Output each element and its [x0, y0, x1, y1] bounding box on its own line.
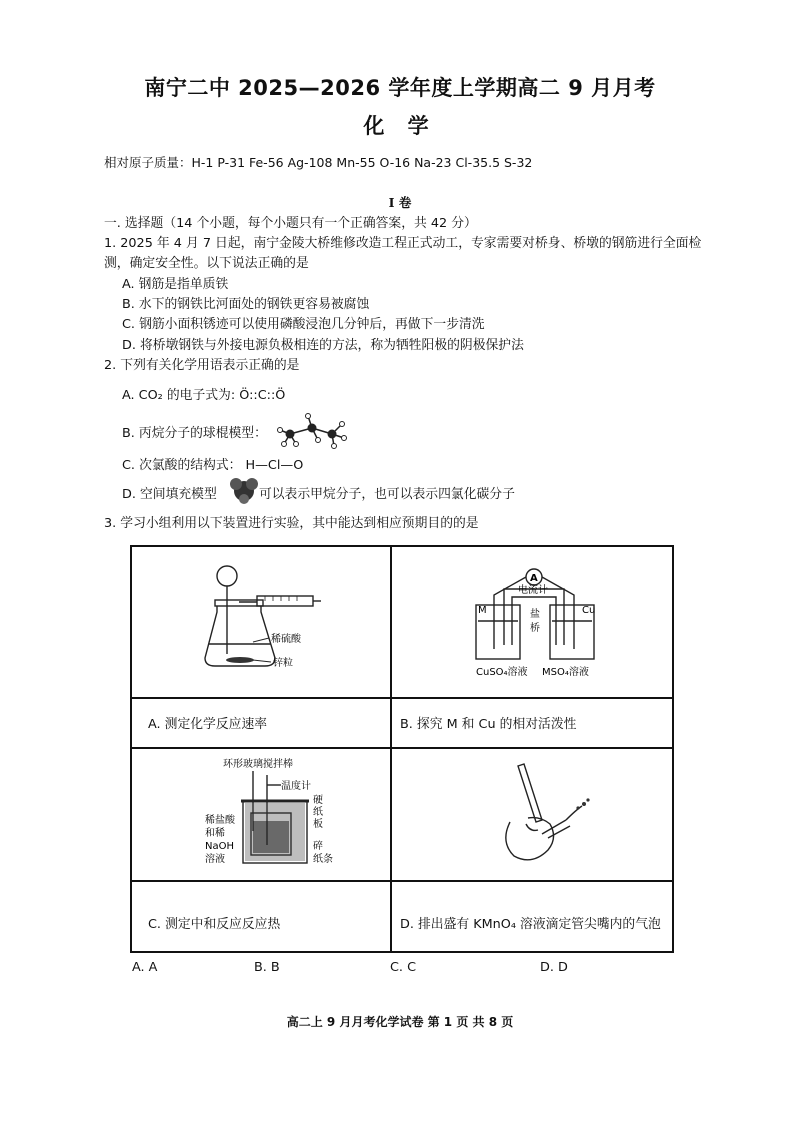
q1-option-d: D. 将桥墩钢铁与外接电源负极相连的方法，称为牺牲阳极的阴极保护法	[122, 338, 524, 353]
apparatus-d-burette-hand	[480, 762, 600, 872]
page-footer: 高二上 9 月月考化学试卷 第 1 页 共 8 页	[286, 1015, 514, 1029]
table-divider-1	[130, 697, 674, 699]
label-thermometer: 温度计	[281, 781, 311, 792]
label-cardboard-1: 硬	[313, 795, 323, 806]
q2-option-a	[122, 384, 285, 403]
label-cardboard-3: 板	[313, 819, 323, 830]
label-dilute-sulfuric-acid: 稀硫酸	[271, 634, 301, 645]
apparatus-a	[195, 562, 325, 677]
space-filling-model-icon	[228, 476, 260, 504]
label-bridge: 桥	[530, 623, 540, 634]
propane-ball-stick-model	[272, 410, 352, 452]
label-cardboard-2: 纸	[313, 807, 323, 818]
label-stirring-rod: 环形玻璃搅拌棒	[223, 759, 293, 770]
answer-a: A. A	[132, 960, 158, 975]
q2-option-a-text: A. CO₂ 的电子式为:	[122, 388, 236, 403]
subject-title: 化 学	[363, 114, 437, 138]
apparatus-b	[470, 565, 610, 685]
q2-option-d	[122, 483, 515, 502]
volume-label: I 卷	[388, 195, 412, 210]
label-galvanometer: 电流计	[518, 585, 548, 596]
exam-title: 南宁二中 2025—2026 学年度上学期高二 9 月月考	[144, 76, 656, 100]
table-divider-3	[130, 880, 674, 882]
q2-option-d-post: 可以表示甲烷分子，也可以表示四氯化碳分子	[258, 487, 515, 502]
q1-option-c: C. 钢筋小面积锈迹可以使用磷酸浸泡几分钟后，再做下一步清洗	[122, 317, 485, 332]
q1-stem-line2: 测，确定安全性。以下说法正确的是	[104, 256, 309, 271]
q1-option-b: B. 水下的钢铁比河面处的钢铁更容易被腐蚀	[122, 297, 370, 312]
label-zinc: 锌粒	[273, 658, 293, 669]
q2-stem: 2. 下列有关化学用语表示正确的是	[104, 358, 300, 373]
label-shredded-1: 碎	[313, 841, 323, 852]
co2-electron-formula: Ö::C::Ö	[239, 388, 286, 403]
table-divider-2	[130, 747, 674, 749]
q2-option-d-pre: D. 空间填充模型	[122, 487, 217, 502]
label-and-dilute: 和稀	[205, 828, 225, 839]
label-electrode-m: M	[478, 605, 487, 616]
atomic-masses: 相对原子质量：H-1 P-31 Fe-56 Ag-108 Mn-55 O-16 Na-23 Cl-35.5 S-32	[104, 155, 533, 170]
table-divider-vertical	[390, 545, 392, 953]
apparatus-c	[205, 757, 335, 875]
caption-a: A. 测定化学反应速率	[148, 717, 268, 732]
answer-b: B. B	[254, 960, 280, 975]
answer-d: D. D	[540, 960, 568, 975]
label-shredded-2: 纸条	[313, 854, 333, 865]
label-solution: 溶液	[205, 854, 225, 865]
q1-stem-line1: 1. 2025 年 4 月 7 日起，南宁金陵大桥维修改造工程正式动工，专家需要对桥身、桥墩的钢筋进行全面检	[104, 236, 702, 251]
section-heading: 一. 选择题（14 个小题，每个小题只有一个正确答案，共 42 分）	[104, 216, 477, 231]
caption-c: C. 测定中和反应反应热	[148, 917, 281, 932]
label-cuso4-solution: CuSO₄溶液	[476, 667, 528, 678]
caption-b: B. 探究 M 和 Cu 的相对活泼性	[400, 717, 577, 732]
label-dilute-hcl: 稀盐酸	[205, 815, 235, 826]
label-mso4-solution: MSO₄溶液	[542, 667, 589, 678]
label-salt: 盐	[530, 609, 540, 620]
q1-option-a: A. 钢筋是指单质铁	[122, 277, 229, 292]
q2-option-c: C. 次氯酸的结构式： H—Cl—O	[122, 458, 304, 473]
label-electrode-cu: Cu	[582, 605, 596, 616]
label-ammeter: A	[530, 573, 538, 584]
label-naoh: NaOH	[205, 841, 234, 852]
q2-option-b-text: B. 丙烷分子的球棍模型：	[122, 426, 267, 441]
answer-c: C. C	[390, 960, 417, 975]
caption-d: D. 排出盛有 KMnO₄ 溶液滴定管尖嘴内的气泡	[400, 917, 661, 932]
q3-stem: 3. 学习小组利用以下装置进行实验，其中能达到相应预期目的的是	[104, 516, 479, 531]
